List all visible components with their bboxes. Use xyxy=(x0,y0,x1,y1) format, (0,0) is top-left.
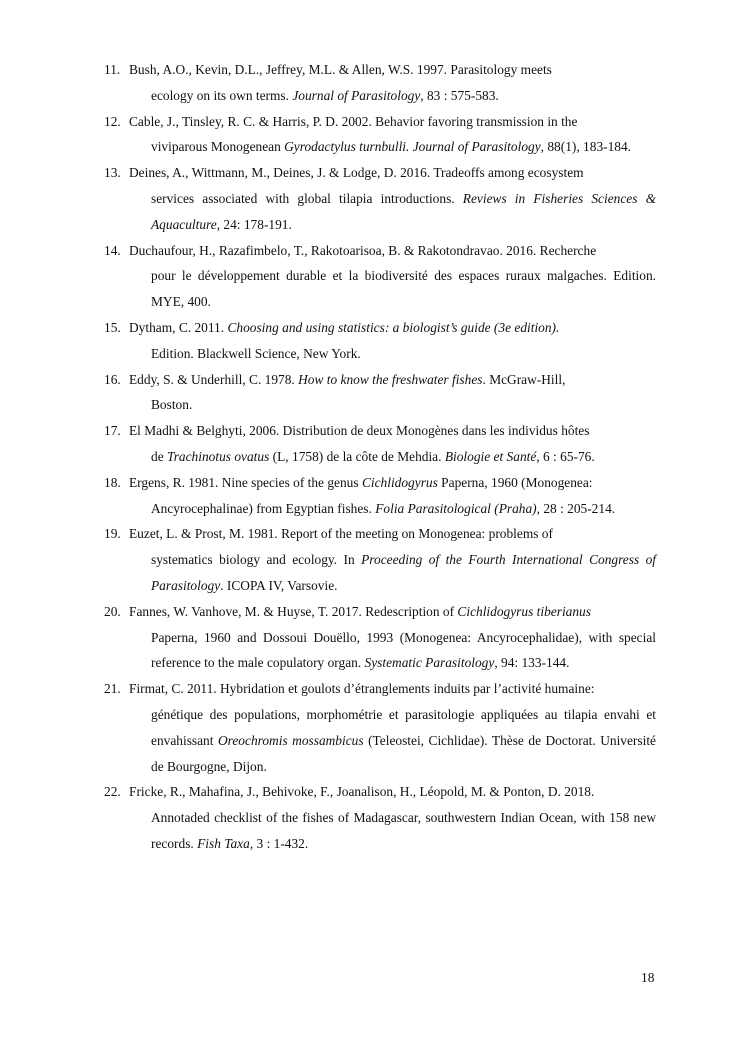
reference-item xyxy=(104,418,656,470)
reference-text: , 28 : 205-214. xyxy=(536,500,616,516)
reference-number: 22. xyxy=(104,784,121,800)
reference-italic-text: Biologie et Santé xyxy=(444,448,537,464)
reference-first-line xyxy=(129,238,656,264)
reference-text: Duchaufour, H., Razafimbelo, T., Rakotoarisoa, B. & Rakotondravao. 2016. Recherche xyxy=(129,242,597,258)
reference-item xyxy=(104,367,656,419)
reference-first-line xyxy=(129,470,656,496)
reference-continuation xyxy=(151,268,656,309)
reference-text: , 83 : 575-583. xyxy=(420,87,499,103)
reference-item xyxy=(104,676,656,779)
page-number: 18 xyxy=(641,970,655,985)
reference-number: 17. xyxy=(104,423,121,439)
reference-first-line xyxy=(129,57,656,83)
reference-number: 12. xyxy=(104,113,121,129)
reference-text: viviparous Monogenean xyxy=(151,139,285,155)
reference-continuation xyxy=(151,88,499,103)
reference-number: 15. xyxy=(104,319,121,335)
reference-italic-text: Choosing and using statistics: a biologist’s guide (3e edition). xyxy=(227,319,560,335)
reference-italic-text: Folia Parasitological (Praha) xyxy=(375,500,537,516)
reference-text: Paperna, 1960 and Dossoui Douëllo, 1993 (Monogenea: Ancyrocephalidae), with special reference to the male copulatory organ. xyxy=(151,629,656,671)
reference-item xyxy=(104,521,656,598)
reference-text: Bush, A.O., Kevin, D.L., Jeffrey, M.L. & Allen, W.S. 1997. Parasitology meets xyxy=(129,62,552,77)
reference-first-line xyxy=(129,418,656,444)
reference-text: Annotaded checklist of the fishes of Madagascar, southwestern Indian Ocean, with 158 new records. xyxy=(151,810,656,851)
reference-first-line xyxy=(129,109,656,135)
reference-text: Firmat, C. 2011. Hybridation et goulots d’étranglements induits par l’activité humaine: xyxy=(129,681,595,697)
reference-text: Edition. Blackwell Science, New York. xyxy=(151,345,361,361)
reference-text: Fricke, R., Mahafina, J., Behivoke, F., Joanalison, H., Léopold, M. & Ponton, D. 2018. xyxy=(129,784,595,800)
reference-first-line xyxy=(129,779,656,805)
reference-text: , 3 : 1-432. xyxy=(249,835,309,851)
reference-text: El Madhi & Belghyti, 2006. Distribution de deux Monogènes dans les individus hôtes xyxy=(129,423,590,439)
reference-text: . ICOPA IV, Varsovie. xyxy=(220,577,338,593)
reference-number: 14. xyxy=(104,242,121,258)
reference-text: Ergens, R. 1981. Nine species of the genus xyxy=(129,474,362,490)
reference-continuation xyxy=(151,139,631,154)
reference-italic-text: Reviews in Fisheries Sciences & Aquaculture xyxy=(151,190,656,232)
reference-continuation xyxy=(151,630,656,671)
reference-item xyxy=(104,57,656,109)
reference-italic-text: Systematic Parasitology xyxy=(364,655,495,671)
reference-item xyxy=(104,470,656,522)
reference-first-line xyxy=(129,160,656,186)
reference-first-line xyxy=(129,676,656,702)
reference-number: 16. xyxy=(104,371,121,387)
reference-first-line xyxy=(129,315,656,341)
reference-continuation xyxy=(151,501,615,516)
reference-item xyxy=(104,160,656,237)
reference-continuation xyxy=(151,552,656,593)
reference-continuation xyxy=(151,449,595,464)
reference-text: Deines, A., Wittmann, M., Deines, J. & Lodge, D. 2016. Tradeoffs among ecosystem xyxy=(129,165,584,181)
reference-first-line xyxy=(129,599,656,625)
reference-italic-text: How to know the freshwater fishes xyxy=(298,371,483,387)
reference-italic-text: Oreochromis mossambicus xyxy=(217,732,364,748)
reference-continuation xyxy=(151,191,656,232)
reference-text: Boston. xyxy=(151,397,193,413)
reference-item xyxy=(104,109,656,161)
reference-first-line xyxy=(129,521,656,547)
reference-continuation xyxy=(151,707,656,774)
reference-text: , 88(1), 183-184. xyxy=(540,139,632,155)
reference-text: ecology on its own terms. xyxy=(151,87,293,103)
reference-italic-text: Journal of Parasitology xyxy=(292,87,421,103)
reference-text: Ancyrocephalinae) from Egyptian fishes. xyxy=(151,500,376,516)
reference-text: Paperna, 1960 (Monogenea: xyxy=(437,474,593,490)
reference-first-line xyxy=(129,367,656,393)
reference-text: génétique des populations, morphométrie et parasitologie appliquées au tilapia envahi et envahissant xyxy=(151,706,656,748)
reference-item xyxy=(104,315,656,367)
reference-text: Eddy, S. & Underhill, C. 1978. xyxy=(129,371,299,387)
reference-continuation xyxy=(151,346,361,361)
reference-number: 11. xyxy=(104,62,121,77)
reference-number: 13. xyxy=(104,165,121,181)
reference-number: 19. xyxy=(104,526,121,542)
reference-text: Fannes, W. Vanhove, M. & Huyse, T. 2017. Redescription of xyxy=(129,603,458,619)
reference-text: . McGraw-Hill, xyxy=(482,371,566,387)
reference-text: services associated with global tilapia introductions. xyxy=(151,190,463,206)
reference-italic-text: Cichlidogyrus tiberianus xyxy=(457,603,591,619)
reference-italic-text: Gyrodactylus turnbulli. Journal of Parasitology xyxy=(284,139,541,155)
reference-text: Dytham, C. 2011. xyxy=(129,319,228,335)
reference-text: Cable, J., Tinsley, R. C. & Harris, P. D. 2002. Behavior favoring transmission in the xyxy=(129,113,578,129)
reference-number: 18. xyxy=(104,474,121,490)
reference-italic-text: Fish Taxa xyxy=(197,835,250,851)
reference-continuation xyxy=(151,397,192,412)
reference-text: , 24: 178-191. xyxy=(216,216,292,232)
reference-list xyxy=(104,57,656,857)
reference-italic-text: Trachinotus ovatus xyxy=(167,448,270,464)
reference-item xyxy=(104,779,656,856)
reference-text: (Teleostei, Cichlidae). Thèse de Doctorat. Université de Bourgogne, Dijon. xyxy=(151,732,656,774)
reference-text: pour le développement durable et la biodiversité des espaces ruraux malgaches. Edition. MYE, 400. xyxy=(151,268,656,310)
reference-text: de xyxy=(151,448,167,464)
reference-text: Euzet, L. & Prost, M. 1981. Report of the meeting on Monogenea: problems of xyxy=(129,526,553,542)
reference-italic-text: Cichlidogyrus xyxy=(361,474,438,490)
reference-continuation xyxy=(151,810,656,851)
reference-italic-text: Proceeding of the Fourth International Congress of Parasitology xyxy=(151,552,656,593)
reference-text: , 94: 133-144. xyxy=(494,655,570,671)
reference-text: systematics biology and ecology. In xyxy=(151,552,362,568)
reference-item xyxy=(104,599,656,676)
reference-text: , 6 : 65-76. xyxy=(536,448,595,464)
reference-text: (L, 1758) de la côte de Mehdia. xyxy=(269,448,445,464)
reference-number: 21. xyxy=(104,681,121,697)
reference-number: 20. xyxy=(104,603,121,619)
reference-item xyxy=(104,238,656,315)
